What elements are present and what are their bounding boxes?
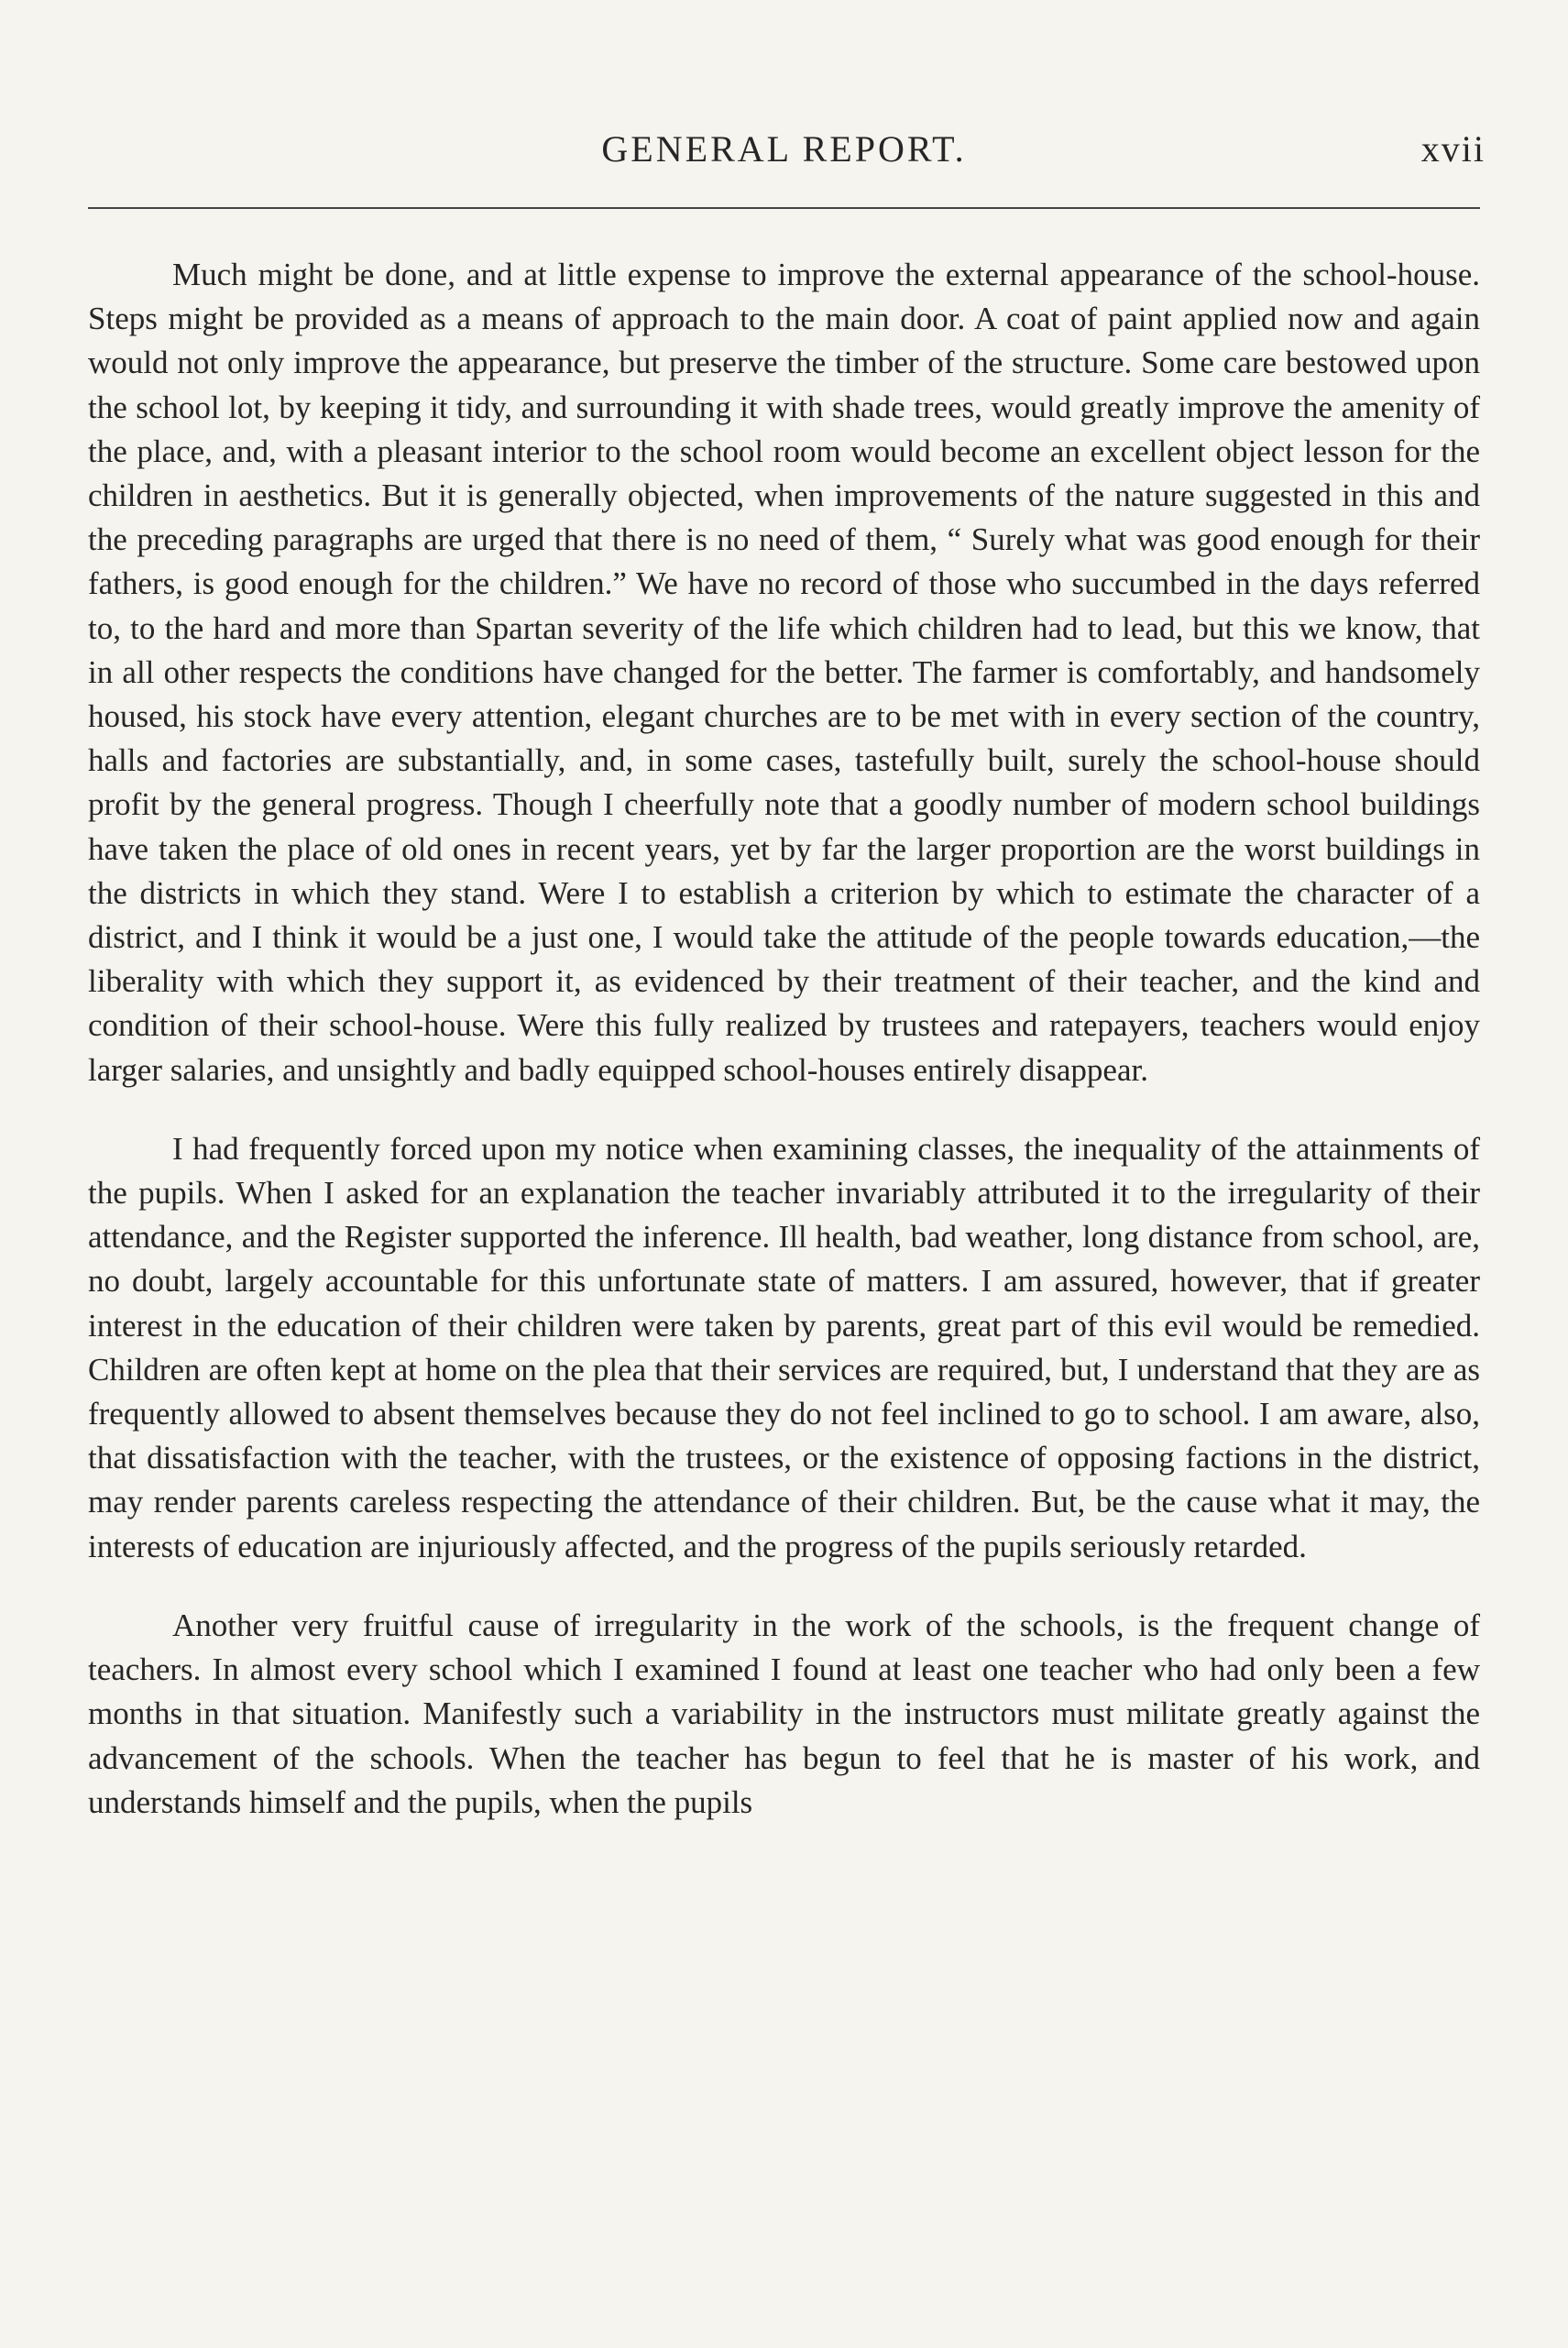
- header-rule: [88, 207, 1480, 209]
- page-header: [82, 126, 1486, 172]
- page-number: xvii: [1420, 128, 1486, 170]
- paragraph-irregular-attendance: I had frequently forced upon my notice when examining classes, the inequality of the attainments of the pupils. When I asked for an explanation the teacher invariably attributed it to the irregularity of their attendance, and the Register supported the inference. Ill health, bad weather, long distance from school, are, no doubt, largely accountable for this unfortunate state of matters. I am assured, however, that if greater interest in the education of their children were taken by parents, great part of this evil would be remedied. Children are often kept at home on the plea that their services are required, but, I understand that they are as frequently allowed to absent themselves because they do not feel inclined to go to school. I am aware, also, that dissatisfaction with the teacher, with the trustees, or the existence of opposing factions in the district, may render parents careless respecting the attendance of their children. But, be the cause what it may, the interests of education are injuriously affected, and the progress of the pupils seriously retarded.: [88, 1130, 1480, 1564]
- running-head: GENERAL REPORT.: [601, 128, 967, 170]
- paragraph-school-house-appearance: Much might be done, and at little expense to improve the external appearance of the school-house. Steps might be provided as a means of approach to the main door. A coat of paint applied now and again would not only improve the appearance, but preserve the timber of the structure. Some care bestowed upon the school lot, by keeping it tidy, and surrounding it with shade trees, would greatly improve the amenity of the place, and, with a pleasant interior to the school room would become an excellent object lesson for the children in aesthetics. But it is generally objected, when improvements of the nature suggested in this and the preceding paragraphs are urged that there is no need of them, “ Surely what was good enough for their fathers, is good enough for the children.” We have no record of those who succumbed in the days referred to, to the hard and more than Spartan severity of the life which children had to lead, but this we know, that in all other respects the conditions have changed for the better. The farmer is comfortably, and handsomely housed, his stock have every attention, elegant churches are to be met with in every section of the country, halls and factories are substantially, and, in some cases, tastefully built, surely the school-house should profit by the general progress. Though I cheerfully note that a goodly number of modern school buildings have taken the place of old ones in recent years, yet by far the larger proportion are the worst buildings in the districts in which they stand. Were I to establish a criterion by which to estimate the character of a district, and I think it would be a just one, I would take the attitude of the people towards education,—the liberality with which they support it, as evidenced by their treatment of their teacher, and the kind and condition of their school-house. Were this fully realized by trustees and ratepayers, teachers would enjoy larger salaries, and unsightly and badly equipped school-houses entirely disappear.: [88, 257, 1480, 1088]
- body-text: [88, 253, 1480, 1860]
- paragraph-change-of-teachers: Another very fruitful cause of irregularity in the work of the schools, is the frequent change of teachers. In almost every school which I examined I found at least one teacher who had only been a few months in that situation. Manifestly such a variability in the instructors must militate greatly against the advancement of the schools. When the teacher has begun to feel that he is master of his work, and understands himself and the pupils, when the pupils: [88, 1607, 1480, 1820]
